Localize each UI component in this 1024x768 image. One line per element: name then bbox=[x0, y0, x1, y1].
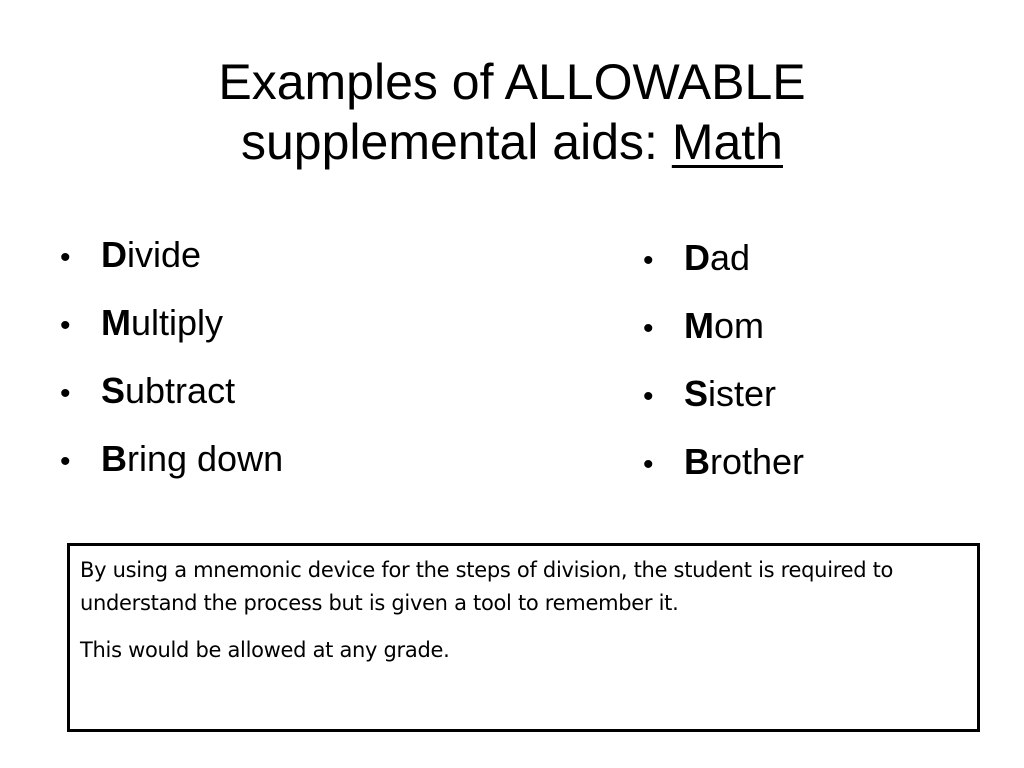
list-item bbox=[60, 290, 283, 358]
title-line-1: Examples of ALLOWABLE bbox=[218, 54, 806, 110]
mnemonic-initial: M bbox=[684, 305, 714, 346]
bullet-icon: • bbox=[643, 380, 654, 413]
mnemonic-initial: D bbox=[684, 237, 710, 278]
title-line-2 bbox=[0, 112, 1024, 172]
slide-title bbox=[0, 52, 1024, 172]
family-mnemonic-list bbox=[643, 225, 804, 497]
mnemonic-word-rest: ivide bbox=[127, 234, 202, 275]
mnemonic-word-rest: ring down bbox=[127, 438, 284, 479]
bullet-icon: • bbox=[643, 244, 654, 277]
division-steps-list bbox=[60, 222, 283, 494]
list-item bbox=[643, 361, 804, 429]
bullet-icon: • bbox=[60, 309, 71, 342]
explanation-note-box bbox=[67, 543, 980, 732]
list-item bbox=[643, 225, 804, 293]
bullet-icon: • bbox=[60, 241, 71, 274]
bullet-icon: • bbox=[643, 312, 654, 345]
mnemonic-word-rest: ister bbox=[708, 373, 777, 414]
bullet-icon: • bbox=[60, 377, 71, 410]
bullet-icon: • bbox=[60, 445, 71, 478]
list-item bbox=[643, 293, 804, 361]
mnemonic-initial: S bbox=[101, 370, 126, 411]
list-item bbox=[60, 358, 283, 426]
mnemonic-word-rest: ad bbox=[710, 237, 751, 278]
mnemonic-initial: D bbox=[101, 234, 127, 275]
mnemonic-initial: B bbox=[684, 441, 710, 482]
list-item bbox=[60, 426, 283, 494]
mnemonic-word-rest: rother bbox=[710, 441, 805, 482]
note-paragraph-2: This would be allowed at any grade. bbox=[80, 638, 450, 662]
mnemonic-initial: S bbox=[684, 373, 709, 414]
title-subject-underlined: Math bbox=[671, 114, 783, 170]
mnemonic-initial: B bbox=[101, 438, 127, 479]
bullet-icon: • bbox=[643, 448, 654, 481]
title-line-2-prefix: supplemental aids: bbox=[241, 114, 672, 170]
list-item bbox=[643, 429, 804, 497]
mnemonic-initial: M bbox=[101, 302, 131, 343]
mnemonic-word-rest: ubtract bbox=[125, 370, 236, 411]
mnemonic-word-rest: ultiply bbox=[131, 302, 224, 343]
mnemonic-word-rest: om bbox=[714, 305, 765, 346]
list-item bbox=[60, 222, 283, 290]
note-paragraph-1: By using a mnemonic device for the steps of division, the student is required to understand the process but is given a tool to remember it. bbox=[80, 558, 894, 615]
